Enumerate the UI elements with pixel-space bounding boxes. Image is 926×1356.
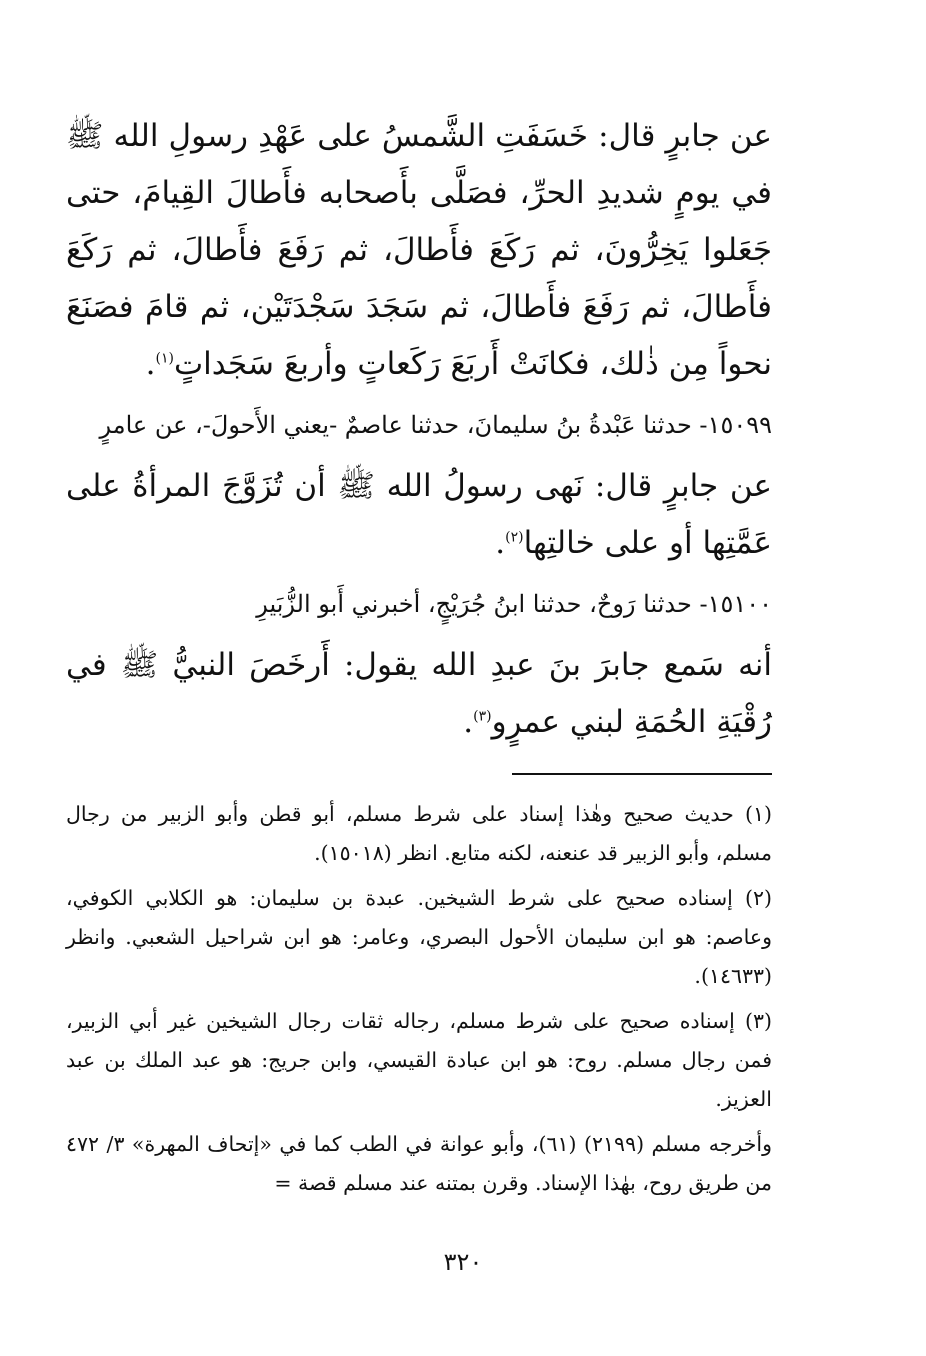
footnote-mark: (٢) [505,529,524,546]
footnote-mark: (٣) [473,708,492,725]
footnote-1: (١) حديث صحيح وهٰذا إسناد على شرط مسلم، أبو قطن وأبو الزبير من رجال مسلم، وأبو الزبير قد عنعنه، لكنه متابع. انظر (١٥٠١٨). [66,802,772,865]
hadith-text: عن جابرٍ قال: خَسَفَتِ الشَّمسُ على عَهْدِ رسولِ الله ﷺ في يومٍ شديدِ الحرِّ، فصَلَّى بأَصحابه فأَطالَ القِيامَ، حتى جَعَلوا يَخِرُّونَ، ثم رَكَعَ فأَطالَ، ثم رَفَعَ فأَطالَ، ثم رَكَعَ فأَطالَ، ثم رَفَعَ فأَطالَ، ثم سَجَدَ سَجْدَتَيْن، ثم قامَ فصَنَعَ نحواً مِن ذٰلك، فكانَتْ أَربَعَ رَكَعاتٍ وأربعَ سَجَداتٍ [66,118,772,382]
footnote-2: (٢) إسناده صحيح على شرط الشيخين. عبدة بن سليمان: هو الكلابي الكوفي، وعاصم: هو ابن سليمان الأحول البصري، وعامر: هو ابن شراحيل الشعبي. وانظر (١٤٦٣٣). [66,886,772,988]
footnote-separator [512,773,772,775]
page-number: ٣٢٠ [443,1248,483,1276]
footnote-3: (٣) إسناده صحيح على شرط مسلم، رجاله ثقات رجال الشيخين غير أبي الزبير، فمن رجال مسلم. روح: هو ابن عبادة القيسي، وابن جريج: هو عبد الملك بن عبد العزيز. [66,1009,772,1111]
hadith-15099-isnad: ١٥٠٩٩- حدثنا عَبْدةُ بنُ سليمانَ، حدثنا عاصمٌ -يعني الأَحولَ-، عن عامرٍ [99,411,772,439]
hadith-15100-matn: أنه سَمع جابرَ بنَ عبدِ الله يقول: أَرخَصَ النبيُّ ﷺ في رُقْيَةِ الحُمَةِ لبني عمرٍو$^{(٣)}$. [66,647,772,740]
hadith-text: عن جابرٍ قال: نَهى رسولُ الله ﷺ أن تُزَوَّجَ المرأةُ على عَمَّتِها أو على خالتِها [66,468,772,561]
main-text [66,108,772,751]
footnote-mark: (١) [155,350,174,367]
footnote-3-continued: وأخرجه مسلم (٢١٩٩) (٦١)، وأبو عوانة في الطب كما في «إتحاف المهرة» ٣/ ٤٧٢ من طريق روح، بهٰذا الإسناد. وقرن بمتنه عند مسلم قصة = [66,1132,772,1195]
hadith-15100-isnad: ١٥١٠٠- حدثنا رَوحٌ، حدثنا ابنُ جُرَيْجٍ، أخبرني أَبو الزُّبَيرِ [256,590,772,618]
page-body [66,108,772,1209]
hadith-15099-matn: عن جابرٍ قال: نَهى رسولُ الله ﷺ أن تُزَوَّجَ المرأةُ على عَمَّتِها أو على خالتِها$^{(٢)}$. [66,468,772,561]
hadith-15098-matn: عن جابرٍ قال: خَسَفَتِ الشَّمسُ على عَهْدِ رسولِ الله ﷺ في يومٍ شديدِ الحرِّ، فصَلَّى بأَصحابه فأَطالَ القِيامَ، حتى جَعَلوا يَخِرُّونَ، ثم رَكَعَ فأَطالَ، ثم رَفَعَ فأَطالَ، ثم رَكَعَ فأَطالَ، ثم رَفَعَ فأَطالَ، ثم سَجَدَ سَجْدَتَيْن، ثم قامَ فصَنَعَ نحواً مِن ذٰلك، فكانَتْ أَربَعَ رَكَعاتٍ وأربعَ سَجَداتٍ$^{(١)}$. [66,118,772,382]
hadith-text: أنه سَمع جابرَ بنَ عبدِ الله يقول: أَرخَصَ النبيُّ ﷺ في رُقْيَةِ الحُمَةِ لبني عمرٍو [66,647,772,740]
footnotes [66,795,772,1203]
